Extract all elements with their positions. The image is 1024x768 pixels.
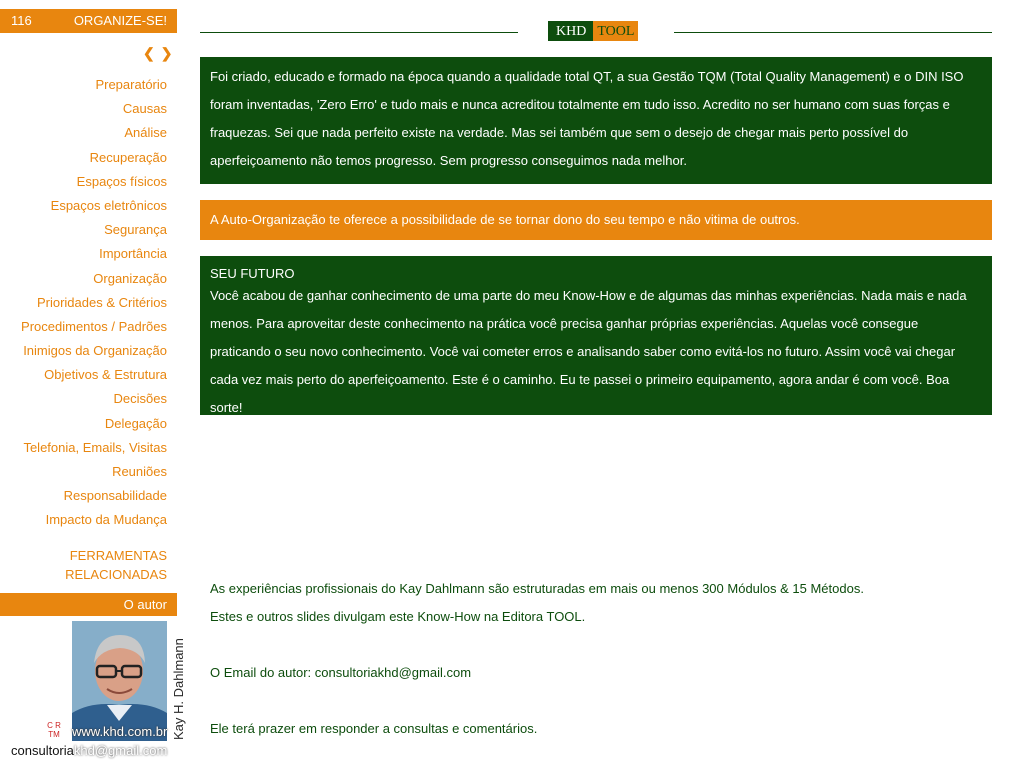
bottom-spacer-2 bbox=[210, 687, 990, 715]
author-link[interactable] bbox=[0, 593, 177, 616]
intro-box bbox=[200, 57, 992, 184]
future-text: Você acabou de ganhar conhecimento de uma parte do meu Know-How e de algumas das minhas experiências. Nada mais e nada menos. Para aproveitar deste conhecimento na prática você precisa ganhar próprias experiências. Aquelas você consegue praticando o seu novo conhecimento. Você vai cometer erros e analisando saber como evitá-los no futuro. Assim você vai chegar cada vez mais perto do aperfeiçoamento. Este é o caminho. Eu te passei o primeiro equipamento, agora andar é com você. Boa sorte! bbox=[210, 288, 967, 415]
bottom-line-1: As experiências profissionais do Kay Dahlmann são estruturadas em mais ou menos 300 Módulos & 15 Métodos. bbox=[210, 581, 864, 596]
sidebar-nav bbox=[0, 76, 167, 536]
intro-text: Foi criado, educado e formado na época quando a qualidade total QT, a sua Gestão TQM (Total Quality Management) e o DIN ISO foram inventadas, 'Zero Erro' e tudo mais e nunca acreditou totalmente em tudo isso. Acredito no ser humano com suas forças e fraquezas. Sei que nada perfeito existe na verdade. Mas sei também que sem o desejo de chegar mais perto possível do aperfeiçoamento não temos progresso. Sem progresso conseguimos nada melhor. bbox=[210, 69, 964, 168]
khd-tool-logo bbox=[548, 21, 638, 41]
highlight-text: A Auto-Organização te oferece a possibilidade de se tornar dono do seu tempo e não vitima de outros. bbox=[210, 212, 800, 227]
sidebar-item-espacos-fisicos[interactable]: Espaços físicos bbox=[76, 173, 167, 189]
sidebar-item-preparatorio[interactable]: Preparatório bbox=[95, 77, 167, 92]
sidebar-item-espacos-eletronicos[interactable]: Espaços eletrônicos bbox=[50, 197, 167, 213]
page-title: ORGANIZE-SE! bbox=[73, 13, 167, 28]
sidebar-item-analise[interactable]: Análise bbox=[124, 125, 167, 141]
author-photo bbox=[72, 621, 167, 741]
sidebar-item-responsabilidade[interactable]: Responsabilidade bbox=[63, 488, 167, 504]
sidebar-item-organizacao[interactable]: Organização bbox=[93, 270, 167, 286]
sidebar-item-reunioes[interactable]: Reuniões bbox=[112, 464, 167, 479]
ferramentas-link[interactable] bbox=[0, 546, 167, 584]
email-part1: consultoria bbox=[11, 743, 74, 758]
logo-khd: KHD bbox=[548, 21, 593, 41]
bottom-line-3: O Email do autor: consultoriakhd@gmail.com bbox=[210, 665, 472, 680]
sidebar-item-causas[interactable]: Causas bbox=[122, 101, 167, 117]
prev-arrow-icon[interactable]: ❮ bbox=[143, 45, 161, 61]
divider-left bbox=[200, 32, 518, 33]
header-bar bbox=[0, 9, 177, 33]
email-part2: khd@gmail.com bbox=[73, 743, 168, 758]
sidebar-item-decisoes[interactable]: Decisões bbox=[113, 391, 167, 407]
next-arrow-icon[interactable]: ❯ bbox=[160, 45, 179, 61]
divider-right bbox=[674, 32, 992, 33]
sidebar-item-inimigos[interactable]: Inimigos da Organização bbox=[23, 343, 167, 359]
future-box bbox=[200, 256, 992, 415]
author-label: O autor bbox=[123, 597, 167, 612]
sidebar-item-telefonia[interactable]: Telefonia, Emails, Visitas bbox=[23, 439, 167, 455]
ferramentas-line2: RELACIONADAS bbox=[65, 567, 167, 582]
author-email-link[interactable] bbox=[11, 743, 167, 758]
logo-tool: TOOL bbox=[593, 21, 638, 41]
sidebar-item-seguranca[interactable]: Segurança bbox=[104, 222, 167, 238]
sidebar-item-recuperacao[interactable]: Recuperação bbox=[89, 149, 167, 165]
bottom-line-2: Estes e outros slides divulgam este Know-How na Editora TOOL. bbox=[210, 609, 586, 624]
page-number: 116 bbox=[11, 13, 32, 28]
author-portrait-icon bbox=[72, 621, 167, 741]
sidebar-item-objetivos[interactable]: Objetivos & Estrutura bbox=[44, 367, 167, 383]
sidebar-item-importancia[interactable]: Importância bbox=[99, 246, 167, 262]
trademark-marks bbox=[40, 721, 68, 739]
author-site-link[interactable]: www.khd.com.br bbox=[72, 724, 168, 739]
future-title: SEU FUTURO bbox=[210, 266, 295, 281]
copyright-mark: C R bbox=[47, 721, 61, 730]
ferramentas-line1: FERRAMENTAS bbox=[69, 548, 167, 563]
bottom-spacer-1 bbox=[210, 631, 990, 659]
author-vertical-name: Kay H. Dahlmann bbox=[171, 638, 186, 740]
sidebar-item-impacto[interactable]: Impacto da Mudança bbox=[45, 512, 167, 528]
sidebar-item-delegacao[interactable]: Delegação bbox=[104, 415, 167, 431]
nav-arrows bbox=[143, 45, 178, 62]
tm-mark: TM bbox=[48, 730, 60, 739]
bottom-line-4: Ele terá prazer em responder a consultas e comentários. bbox=[210, 721, 538, 736]
sidebar-item-procedimentos[interactable]: Procedimentos / Padrões bbox=[21, 318, 167, 334]
highlight-box bbox=[200, 200, 992, 240]
bottom-info bbox=[210, 575, 990, 743]
sidebar-item-prioridades[interactable]: Prioridades & Critérios bbox=[36, 294, 167, 310]
